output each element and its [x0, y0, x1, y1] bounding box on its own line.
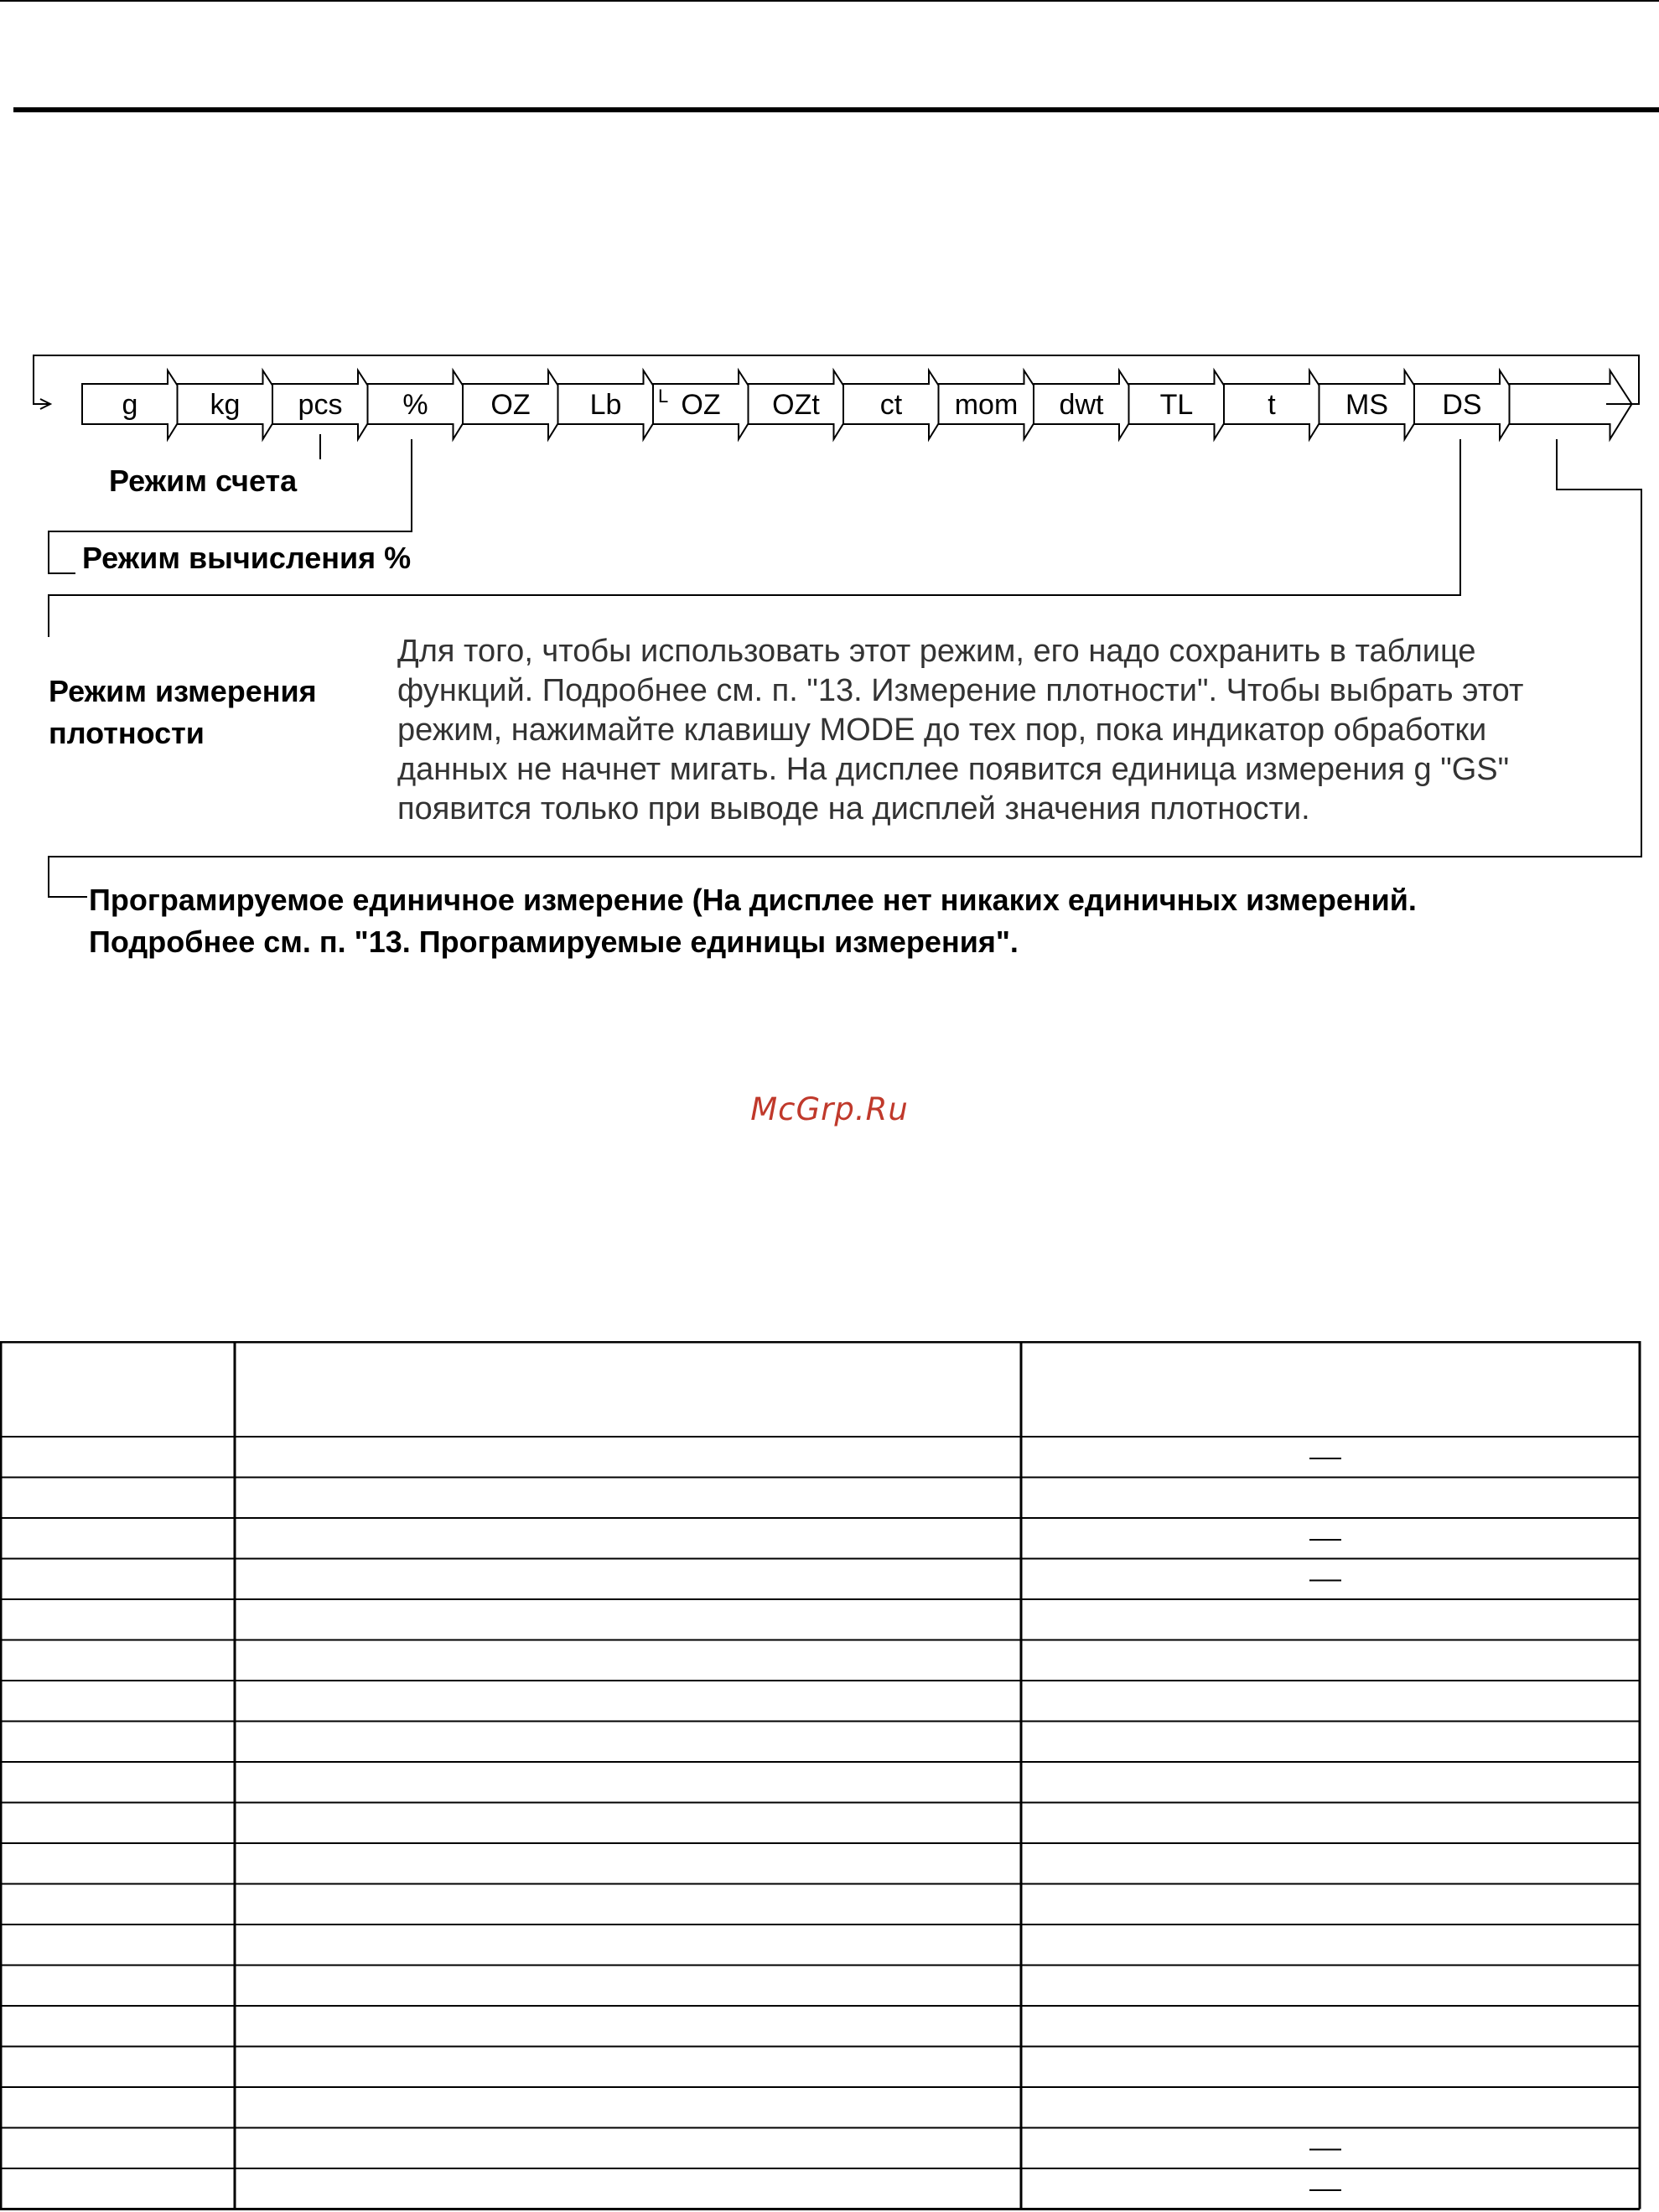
empty-table	[0, 1341, 1659, 2212]
percent-mode-label: Режим вычисления %	[82, 541, 412, 575]
unit-label: DS	[1442, 389, 1482, 421]
programmable-unit-label-line2: Подробнее см. п. "13. Програмируемые единицы измерения".	[89, 925, 1019, 959]
unit-label: OZ	[490, 389, 531, 421]
unit-label: dwt	[1059, 389, 1104, 421]
note-line: режим, нажимайте клавишу MODE до тех пор, пока индикатор обработки	[397, 712, 1487, 748]
programmable-unit-label-line1: Програмируемое единичное измерение (На дисплее нет никаких единичных измерений.	[89, 883, 1417, 917]
unit-label: pcs	[298, 389, 343, 421]
unit-label: ct	[879, 389, 903, 421]
density-mode-label-line1: Режим измерения	[49, 674, 317, 708]
watermark: McGrp.Ru	[750, 1091, 909, 1127]
unit-label: kg	[210, 389, 241, 421]
unit-label: Lb	[589, 389, 622, 421]
note-line: появится только при выводе на дисплей значения плотности.	[397, 791, 1310, 826]
note-line: Для того, чтобы использовать этот режим, его надо сохранить в таблице	[397, 634, 1476, 669]
unit-label: MS	[1345, 389, 1388, 421]
unit-label: g	[122, 389, 138, 421]
unit-label: mom	[954, 389, 1019, 421]
note-line: данных не начнет мигать. На дисплее появится единица измерения g "GS"	[397, 752, 1510, 787]
note-line: функций. Подробнее см. п. "13. Измерение плотности". Чтобы выбрать этот	[397, 673, 1524, 708]
unit-arrow	[1224, 370, 1331, 439]
count-mode-label: Режим счета	[109, 464, 298, 498]
unit-superscript: L	[658, 386, 669, 407]
unit-label: TL	[1159, 389, 1194, 421]
unit-label: t	[1268, 389, 1276, 421]
density-mode-label-line2: плотности	[49, 716, 205, 750]
unit-label: OZ	[681, 389, 721, 421]
unit-arrow-chain	[82, 370, 1632, 439]
unit-cycle-diagram	[0, 0, 1659, 1006]
unit-label: OZt	[772, 389, 820, 421]
density-mode-note	[397, 632, 1655, 829]
unit-label: %	[402, 389, 428, 421]
